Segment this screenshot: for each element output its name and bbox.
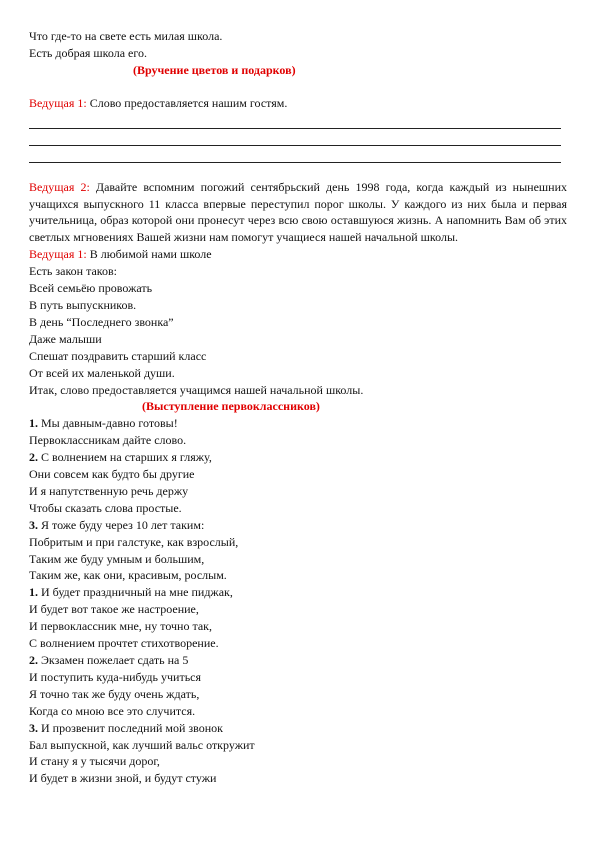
stanza-number: 2.	[29, 653, 38, 667]
stage-direction-first-graders: (Выступление первоклассников)	[142, 399, 320, 414]
poem-text: Я точно так же буду очень ждать,	[29, 686, 200, 701]
poem-text: И я напутственную речь держу	[29, 483, 189, 498]
poem-line	[29, 584, 567, 601]
poem-text: Бал выпускной, как лучший вальс откружит	[29, 737, 255, 752]
speaker-label: Ведущая 2:	[29, 179, 90, 194]
poem-line	[29, 618, 567, 635]
poem-line	[29, 466, 567, 483]
poem-text: С волнением на старших я гляжу,	[38, 450, 212, 465]
verse-line: В путь выпускников.	[29, 297, 137, 312]
poem-line	[29, 669, 567, 686]
host2-paragraph	[29, 179, 567, 247]
poem-text: Они совсем как будто бы другие	[29, 467, 195, 482]
poem-line	[29, 770, 567, 787]
verse-line: Есть закон таков:	[29, 264, 118, 279]
poem-text: И поступить куда-нибудь учиться	[29, 669, 202, 684]
host1-verse	[29, 263, 567, 398]
intro-line-1: Что где-то на свете есть милая школа.	[29, 29, 223, 43]
poem-line	[29, 652, 567, 669]
verse-line: В день “Последнего звонка”	[29, 314, 174, 329]
poem-text: Я тоже буду через 10 лет таким:	[38, 517, 205, 532]
poem-line	[29, 753, 567, 770]
poem-text: Побритым и при галстуке, как взрослый,	[29, 534, 239, 549]
poem-text: Таким же буду умным и большим,	[29, 551, 205, 566]
stanza-number: 1.	[29, 585, 38, 600]
poem-text: Первоклассникам дайте слово.	[29, 433, 187, 448]
verse-line: Всей семьёю провожать	[29, 281, 153, 296]
stanza-number: 1.	[29, 416, 38, 431]
blank-line	[29, 112, 561, 129]
verse-line: Итак, слово предоставляется учащимся нашей начальной школы.	[29, 382, 364, 397]
poem-text: С волнением прочтет стихотворение.	[29, 636, 219, 651]
blank-lines	[29, 112, 567, 163]
speaker-label: Ведущая 1:	[29, 247, 87, 262]
poem-text: Мы давным-давно готовы!	[38, 416, 178, 431]
poem-line	[29, 686, 567, 703]
poem-line	[29, 517, 567, 534]
document-page	[29, 28, 567, 787]
poem-text: Таким же, как они, красивым, рослым.	[29, 568, 227, 583]
speaker-label: Ведущая 1:	[29, 95, 87, 110]
verse-line: Даже малыши	[29, 331, 102, 346]
poem-line	[29, 432, 567, 449]
speech-text: В любимой нами школе	[86, 247, 212, 262]
first-graders-poem	[29, 415, 567, 787]
speech-text: Давайте вспомним погожий сентябрьский день 1998 года, когда каждый из нынешних учащихся выпускного 11 класса впервые переступил порог школы. У каждого из них была и первая учительница, образ которой они пронесут через всю свою оставшуюся жизнь. А напомнить Вам об этих светлых мгновениях Вашей жизни нам помогут учащиеся нашей начальной школы.	[29, 179, 567, 245]
stage-direction-gifts: (Вручение цветов и подарков)	[133, 62, 296, 77]
blank-line	[29, 129, 561, 146]
poem-line	[29, 567, 567, 584]
poem-line	[29, 415, 567, 432]
host1-gests-paragraph	[29, 95, 567, 112]
poem-text: И будет вот такое же настроение,	[29, 602, 199, 617]
poem-text: Экзамен пожелает сдать на 5	[38, 653, 189, 667]
poem-line	[29, 500, 567, 517]
stanza-number: 3.	[29, 517, 38, 532]
verse-line: Спешат поздравить старший класс	[29, 348, 207, 363]
poem-line	[29, 601, 567, 618]
poem-text: Чтобы сказать слова простые.	[29, 500, 182, 515]
stanza-number: 2.	[29, 450, 38, 465]
poem-line	[29, 703, 567, 720]
poem-line	[29, 534, 567, 551]
speech-text: Слово предоставляется нашим гостям.	[86, 95, 288, 110]
stanza-number: 3.	[29, 720, 38, 735]
intro-line-2: Есть добрая школа его.	[29, 45, 147, 60]
poem-line	[29, 551, 567, 568]
poem-line	[29, 737, 567, 754]
poem-line	[29, 720, 567, 737]
blank-line	[29, 146, 561, 163]
poem-line	[29, 483, 567, 500]
poem-text: И прозвенит последний мой звонок	[38, 720, 224, 735]
poem-line	[29, 449, 567, 466]
host1-school-paragraph	[29, 246, 567, 263]
poem-text: Когда со мною все это случится.	[29, 703, 196, 718]
poem-line	[29, 635, 567, 652]
poem-text: И будет праздничный на мне пиджак,	[38, 585, 233, 600]
poem-text: И первоклассник мне, ну точно так,	[29, 619, 213, 634]
verse-line: От всей их маленькой души.	[29, 365, 175, 380]
poem-text: И будет в жизни зной, и будут стужи	[29, 771, 217, 786]
poem-text: И стану я у тысячи дорог,	[29, 754, 160, 769]
